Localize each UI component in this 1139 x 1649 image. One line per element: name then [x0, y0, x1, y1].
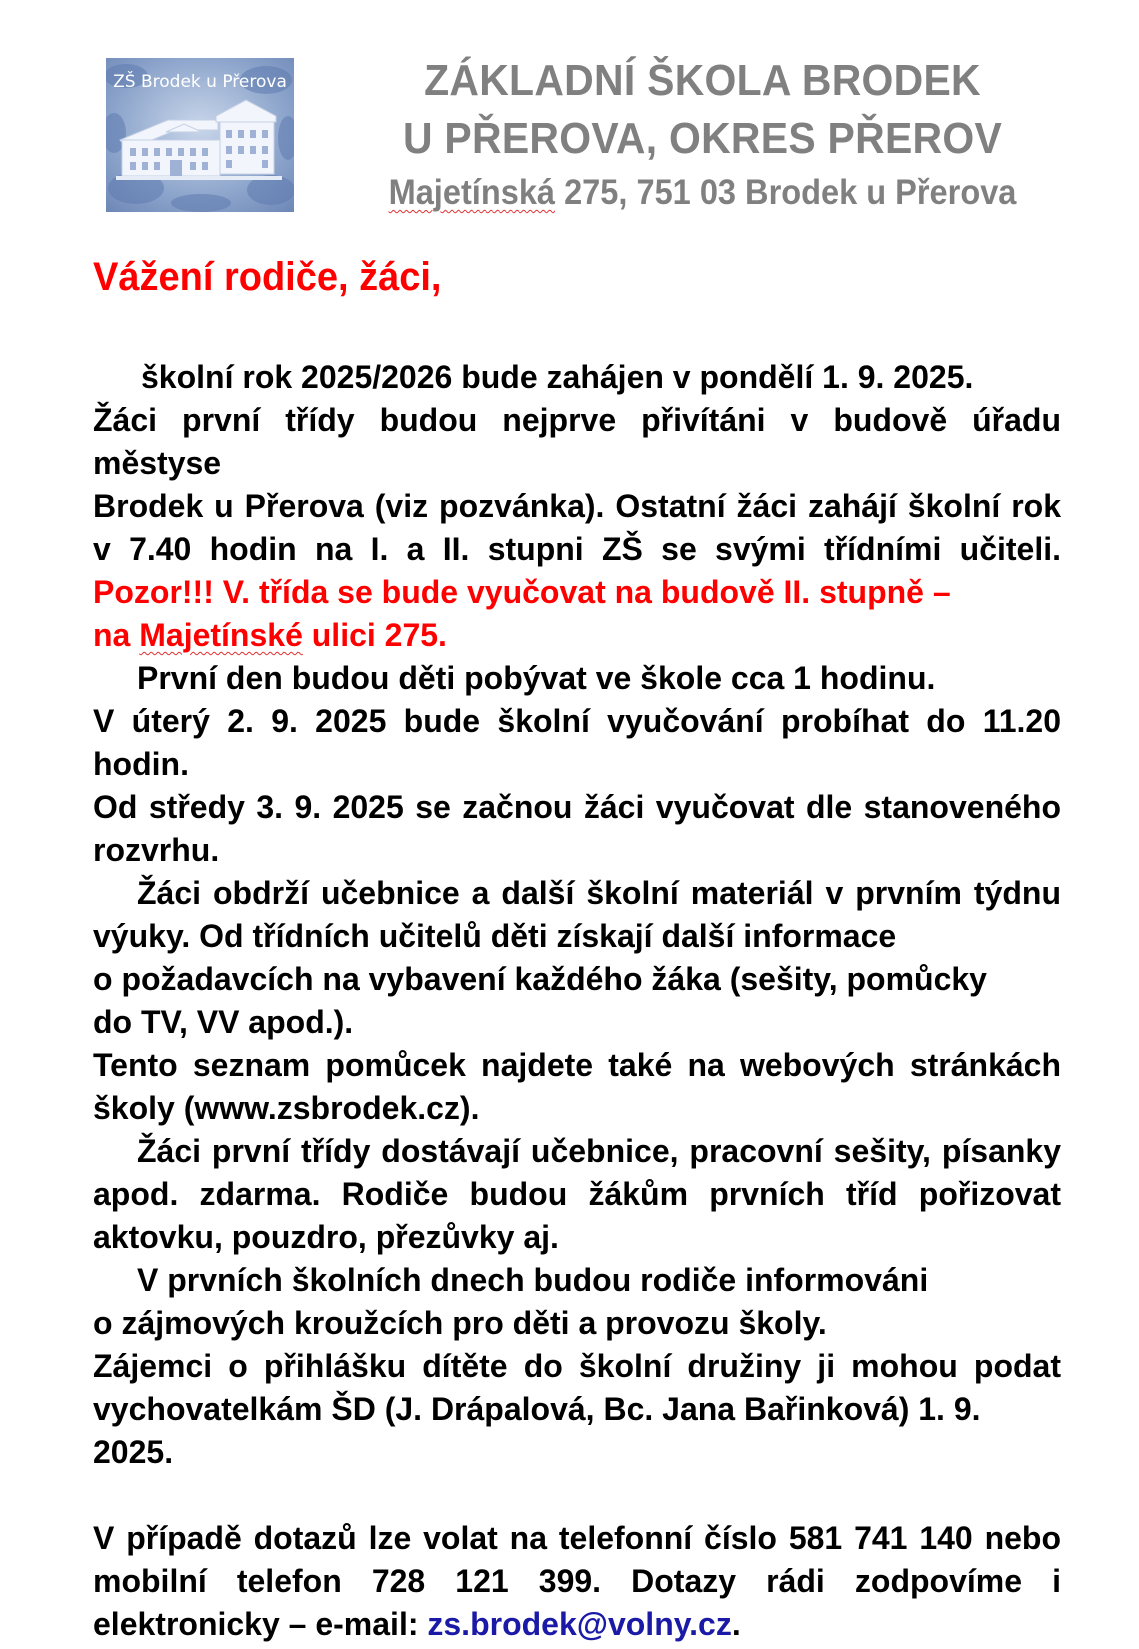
school-header: [330, 52, 1075, 216]
paragraph-clubs-1: V prvních školních dnech budou rodiče informováni: [137, 1262, 929, 1298]
email-link[interactable]: zs.brodek@volny.cz: [427, 1606, 732, 1642]
paragraph-free-1: Žáci první třídy dostávají učebnice, pracovní sešity, písanky: [137, 1133, 1061, 1169]
contact-prefix: elektronicky – e-mail:: [93, 1606, 428, 1642]
warning-line-2: [93, 614, 1061, 657]
warning-line-1: Pozor!!! V. třída se bude vyučovat na budově II. stupně –: [93, 574, 951, 610]
paragraph-contact-1: V případě dotazů lze volat na telefonní číslo 581 741 140 nebo: [93, 1520, 1061, 1556]
address-street: Majetínská: [388, 173, 556, 212]
school-address: [356, 170, 1049, 216]
greeting: Vážení rodiče, žáci,: [93, 255, 442, 299]
paragraph-wednesday-1: Od středy 3. 9. 2025 se začnou žáci vyučovat dle stanoveného: [93, 789, 1061, 825]
contact-suffix: .: [731, 1606, 741, 1642]
address-rest: 275, 751 03 Brodek u Přerova: [555, 173, 1017, 212]
paragraph-tuesday-1: V úterý 2. 9. 2025 bude školní vyučování probíhat do 11.20: [93, 703, 1061, 739]
paragraph-clubs-2: o zájmových kroužcích pro děti a provozu školy.: [93, 1305, 827, 1341]
school-name-line1: ZÁKLADNÍ ŠKOLA BRODEK: [424, 56, 981, 105]
paragraph-textbooks-4: do TV, VV apod.).: [93, 1004, 354, 1040]
paragraph-first-day: První den budou děti pobývat ve škole cca 1 hodinu.: [137, 660, 936, 696]
paragraph-contact-3: [93, 1603, 1061, 1646]
logo-caption: ZŠ Brodek u Přerova: [113, 72, 287, 92]
paragraph-after-school-1: Zájemci o přihlášku dítěte do školní družiny ji mohou podat: [93, 1348, 1061, 1384]
paragraph-first-class-3: v 7.40 hodin na I. a II. stupni ZŠ se svými třídními učiteli.: [93, 531, 1061, 567]
paragraph-list-1: Tento seznam pomůcek najdete také na webových stránkách: [93, 1047, 1061, 1083]
paragraph-list-2: školy (www.zsbrodek.cz).: [93, 1090, 480, 1126]
school-logo: [106, 58, 294, 212]
school-name-line2: U PŘEROVA, OKRES PŘEROV: [402, 114, 1003, 163]
blank-line: [93, 1474, 1061, 1517]
warning-suffix: ulici 275.: [302, 617, 447, 653]
paragraph-textbooks-1: Žáci obdrží učebnice a další školní materiál v prvním týdnu: [137, 875, 1061, 911]
paragraph-first-class-2: Brodek u Přerova (viz pozvánka). Ostatní žáci zahájí školní rok: [93, 488, 1061, 524]
paragraph-wednesday-2: rozvrhu.: [93, 832, 220, 868]
warning-prefix: na: [93, 617, 140, 653]
paragraph-contact-2: mobilní telefon 728 121 399. Dotazy rádi zodpovíme i: [93, 1563, 1061, 1599]
paragraph-free-3: aktovku, pouzdro, přezůvky aj.: [93, 1219, 559, 1255]
paragraph-start-date: školní rok 2025/2026 bude zahájen v pondělí 1. 9. 2025.: [141, 359, 974, 395]
paragraph-textbooks-2: výuky. Od třídních učitelů děti získají další informace: [93, 918, 897, 954]
warning-street: Majetínské: [139, 617, 303, 653]
paragraph-tuesday-2: hodin.: [93, 746, 189, 782]
paragraph-first-class-1: Žáci první třídy budou nejprve přivítáni v budově úřadu městyse: [93, 402, 1061, 481]
paragraph-after-school-2: vychovatelkám ŠD (J. Drápalová, Bc. Jana Bařinková) 1. 9. 2025.: [93, 1391, 981, 1470]
paragraph-free-2: apod. zdarma. Rodiče budou žákům prvních tříd pořizovat: [93, 1176, 1061, 1212]
paragraph-textbooks-3: o požadavcích na vybavení každého žáka (sešity, pomůcky: [93, 961, 987, 997]
letter-body: [93, 356, 1061, 1646]
